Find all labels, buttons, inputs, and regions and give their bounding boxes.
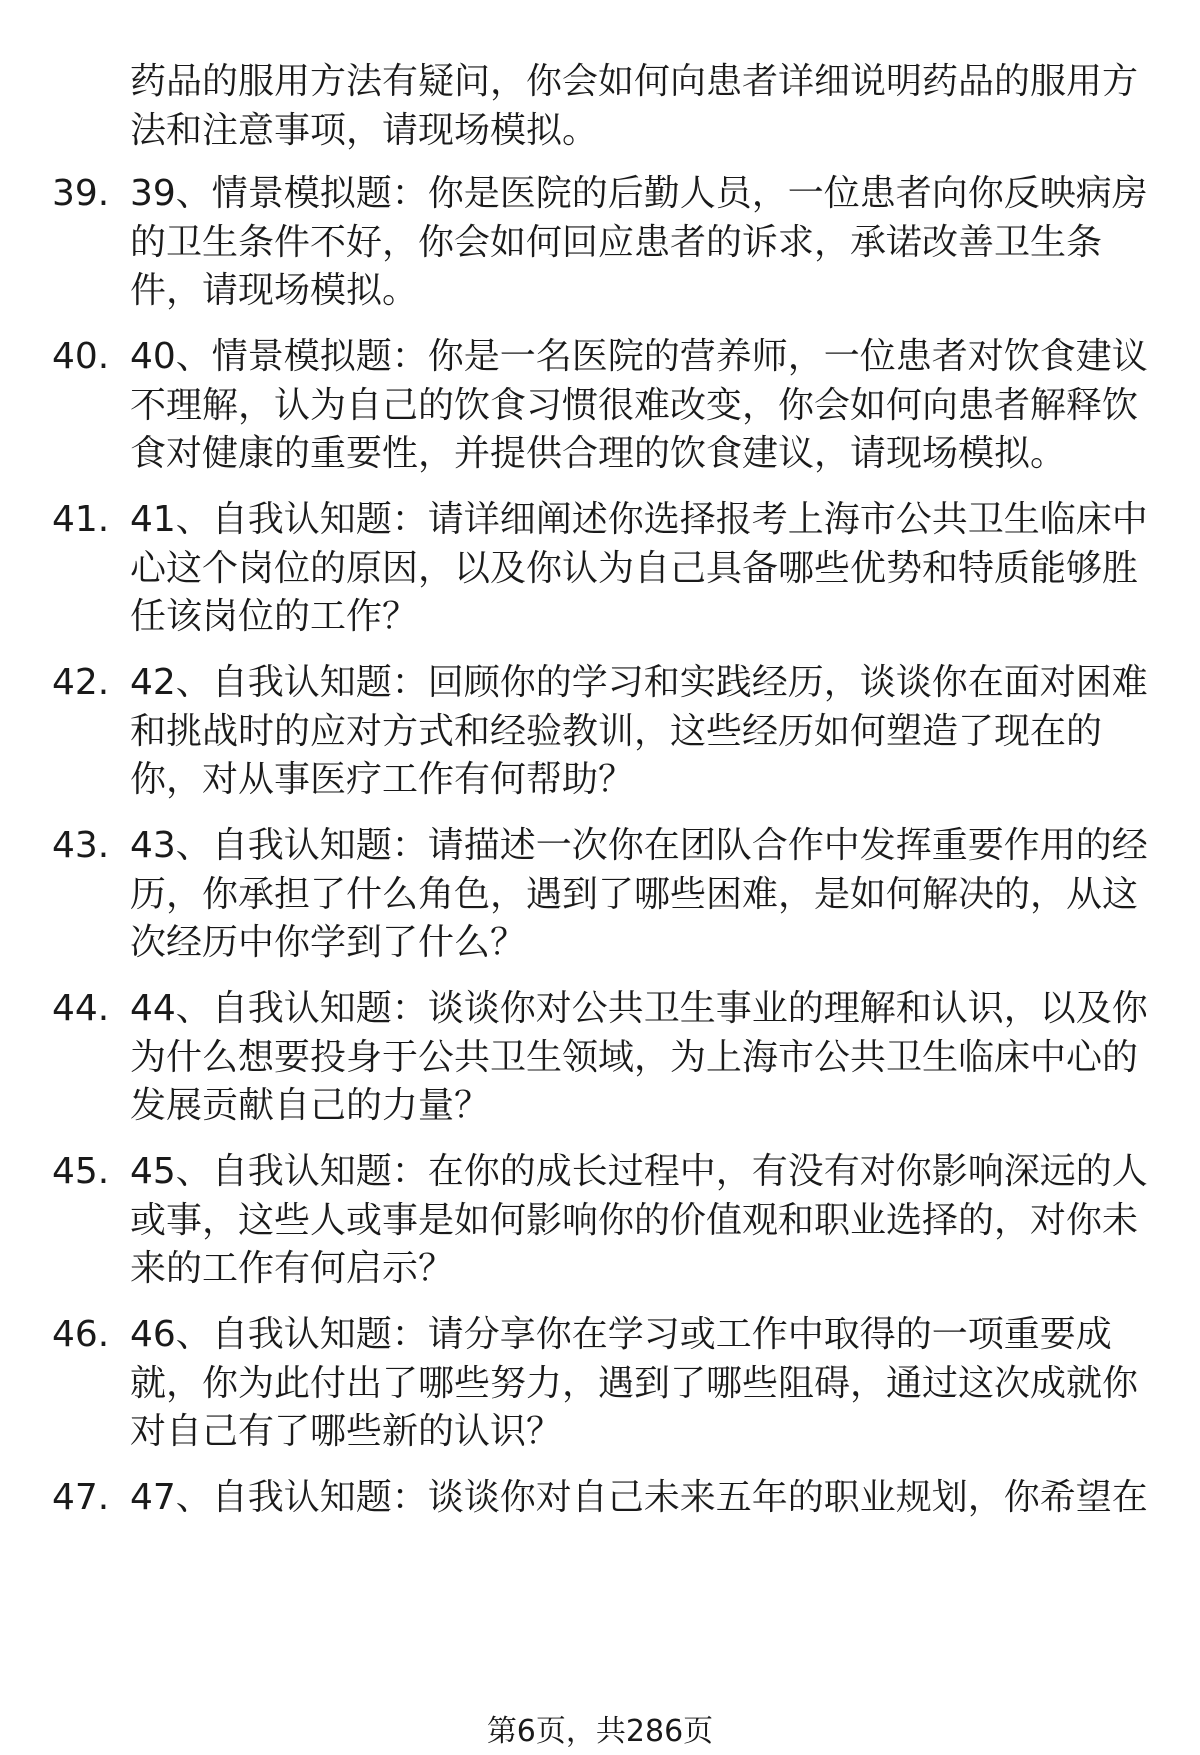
item-text: 46、自我认知题：请分享你在学习或工作中取得的一项重要成就，你为此付出了哪些努力，遇到了哪些阻碍，通过这次成就你对自己有了哪些新的认识？ [130,1314,1139,1452]
item-number: 41. [52,499,110,540]
item-text: 41、自我认知题：请详细阐述你选择报考上海市公共卫生临床中心这个岗位的原因，以及你认为自己具备哪些优势和特质能够胜任该岗位的工作？ [130,499,1148,637]
item-text: 42、自我认知题：回顾你的学习和实践经历，谈谈你在面对困难和挑战时的应对方式和经验教训，这些经历如何塑造了现在的你，对从事医疗工作有何帮助？ [130,662,1148,800]
item-text: 40、情景模拟题：你是一名医院的营养师，一位患者对饮食建议不理解，认为自己的饮食习惯很难改变，你会如何向患者解释饮食对健康的重要性，并提供合理的饮食建议，请现场模拟。 [130,336,1148,474]
item-text: 43、自我认知题：请描述一次你在团队合作中发挥重要作用的经历，你承担了什么角色，遇到了哪些困难，是如何解决的，从这次经历中你学到了什么？ [130,825,1148,963]
continuation-text: 药品的服用方法有疑问，你会如何向患者详细说明药品的服用方法和注意事项，请现场模拟。 [130,61,1139,151]
item-text: 39、情景模拟题：你是医院的后勤人员，一位患者向你反映病房的卫生条件不好，你会如何回应患者的诉求，承诺改善卫生条件，请现场模拟。 [130,173,1148,311]
item-number: 42. [52,662,110,703]
item-number: 44. [52,988,110,1029]
item-text: 45、自我认知题：在你的成长过程中，有没有对你影响深远的人或事，这些人或事是如何影响你的价值观和职业选择的，对你未来的工作有何启示？ [130,1151,1148,1289]
item-number: 43. [52,825,110,866]
item-text: 47、自我认知题：谈谈你对自己未来五年的职业规划，你希望在 [130,1477,1148,1518]
item-number: 39. [52,173,110,214]
item-text: 44、自我认知题：谈谈你对公共卫生事业的理解和认识，以及你为什么想要投身于公共卫生领域，为上海市公共卫生临床中心的发展贡献自己的力量？ [130,988,1148,1126]
page-footer: 第6页，共286页 [486,1714,714,1749]
item-number: 45. [52,1151,110,1192]
item-number: 46. [52,1314,110,1355]
item-number: 47. [52,1477,110,1518]
item-number: 40. [52,336,110,377]
